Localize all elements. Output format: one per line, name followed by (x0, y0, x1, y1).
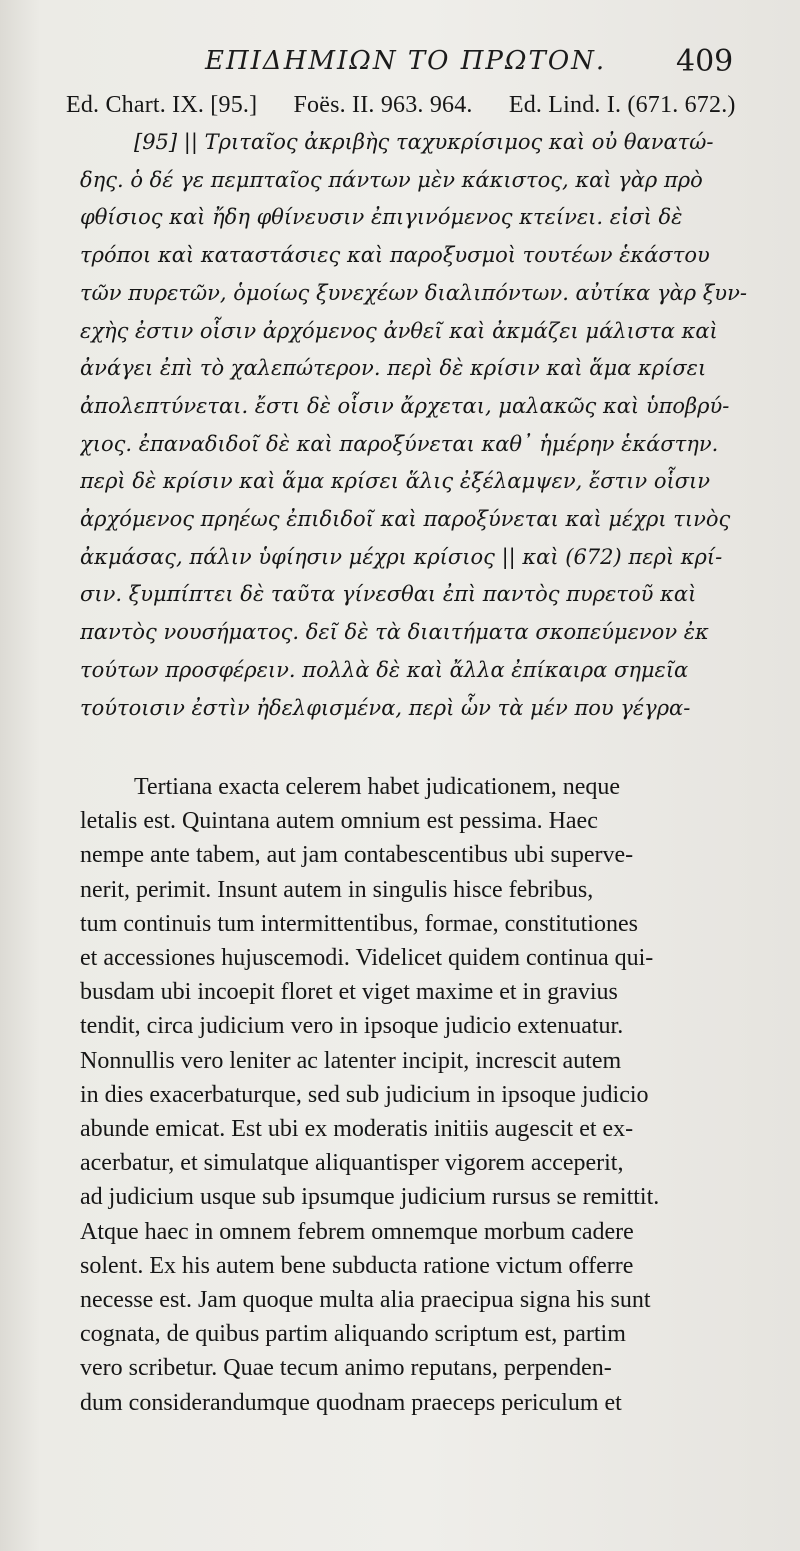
greek-line: φθίσιος καὶ ἤδη φθίνευσιν ἐπιγινόμενος κτείνει. εἰσὶ δὲ (80, 205, 683, 230)
running-title: ΕΠΙΔΗΜΙΩΝ ΤΟ ΠΡΩΤΟΝ. (205, 46, 607, 76)
greek-line: δης. ὁ δέ γε πεμπταῖος πάντων μὲν κάκιστος, καὶ γὰρ πρὸ (80, 167, 703, 192)
edition-references (66, 92, 766, 119)
greek-line: ἀκμάσας, πάλιν ὑφίησιν μέχρι κρίσιος || καὶ (672) περὶ κρί- (80, 544, 723, 569)
latin-line: abunde emicat. Est ubi ex moderatis initiis augescit et ex- (80, 1116, 634, 1143)
edition-ref-linden: Ed. Lind. I. (671. 672.) (508, 92, 736, 118)
latin-line: nerit, perimit. Insunt autem in singulis hisce febribus, (80, 876, 594, 903)
edition-ref-foes: Foës. II. 963. 964. (293, 92, 473, 118)
latin-line: et accessiones hujuscemodi. Videlicet quidem continua qui- (80, 945, 654, 972)
greek-line: παντὸς νουσήματος. δεῖ δὲ τὰ διαιτήματα σκοπεύμενον ἐκ (80, 620, 709, 645)
greek-line: ἀρχόμενος πρηέως ἐπιδιδοῖ καὶ παροξύνεται καὶ μέχρι τινὸς (80, 507, 731, 532)
greek-text-block (80, 124, 770, 727)
greek-line: χιος. ἐπαναδιδοῖ δὲ καὶ παροξύνεται καθ᾽ ἡμέρην ἑκάστην. (80, 431, 719, 456)
latin-line: vero scribetur. Quae tecum animo reputans, perpenden- (80, 1355, 612, 1382)
latin-line: necesse est. Jam quoque multa alia praecipua signa his sunt (80, 1287, 651, 1314)
latin-line: nempe ante tabem, aut jam contabescentibus ubi superve- (80, 842, 634, 869)
greek-line: [95] || Τριταῖος ἀκριβὴς ταχυκρίσιμος καὶ οὐ θανατώ- (134, 130, 714, 154)
greek-line: τούτων προσφέρειν. πολλὰ δὲ καὶ ἄλλα ἐπίκαιρα σημεῖα (80, 657, 689, 682)
greek-line: εχὴς ἐστιν οἷσιν ἀρχόμενος ἀνθεῖ καὶ ἀκμάζει μάλιστα καὶ (80, 318, 718, 343)
latin-line: in dies exacerbaturque, sed sub judicium in ipsoque judicio (80, 1081, 649, 1108)
latin-line: dum considerandumque quodnam praeceps periculum et (80, 1389, 622, 1416)
latin-line: tendit, circa judicium vero in ipsoque judicio extenuatur. (80, 1013, 624, 1040)
greek-line: τούτοισιν ἐστὶν ἠδελφισμένα, περὶ ὧν τὰ μέν που γέγρα- (80, 695, 691, 720)
latin-line: busdam ubi incoepit floret et viget maxime et in gravius (80, 979, 618, 1006)
latin-line: letalis est. Quintana autem omnium est pessima. Haec (80, 808, 598, 835)
greek-line: τρόποι καὶ καταστάσιες καὶ παροξυσμοὶ τουτέων ἑκάστου (80, 243, 710, 268)
greek-line: περὶ δὲ κρίσιν καὶ ἅμα κρίσει ἅλις ἐξέλαμψεν, ἔστιν οἷσιν (80, 469, 711, 494)
latin-line: Tertiana exacta celerem habet judicationem, neque (134, 774, 621, 800)
greek-line: τῶν πυρετῶν, ὁμοίως ξυνεχέων διαλιπόντων. αὐτίκα γὰρ ξυν- (80, 280, 747, 305)
latin-line: Atque haec in omnem febrem omnemque morbum cadere (80, 1218, 634, 1245)
latin-line: acerbatur, et simulatque aliquantisper vigorem acceperit, (80, 1150, 624, 1177)
edition-ref-chartier: Ed. Chart. IX. [95.] (66, 92, 258, 118)
latin-translation-block (80, 770, 770, 1420)
page-number: 409 (676, 44, 734, 79)
latin-line: cognata, de quibus partim aliquando scriptum est, partim (80, 1321, 626, 1348)
page-header (0, 40, 800, 90)
latin-line: Nonnullis vero leniter ac latenter incipit, increscit autem (80, 1047, 622, 1074)
latin-line: ad judicium usque sub ipsumque judicium rursus se remittit. (80, 1184, 660, 1211)
latin-line: solent. Ex his autem bene subducta ratione victum offerre (80, 1252, 634, 1279)
greek-line: σιν. ξυμπίπτει δὲ ταῦτα γίνεσθαι ἐπὶ παντὸς πυρετοῦ καὶ (80, 582, 697, 607)
greek-line: ἀπολεπτύνεται. ἔστι δὲ οἷσιν ἄρχεται, μαλακῶς καὶ ὑποβρύ- (80, 393, 730, 418)
latin-line: tum continuis tum intermittentibus, formae, constitutiones (80, 910, 638, 937)
greek-line: ἀνάγει ἐπὶ τὸ χαλεπώτερον. περὶ δὲ κρίσιν καὶ ἅμα κρίσει (80, 356, 707, 381)
